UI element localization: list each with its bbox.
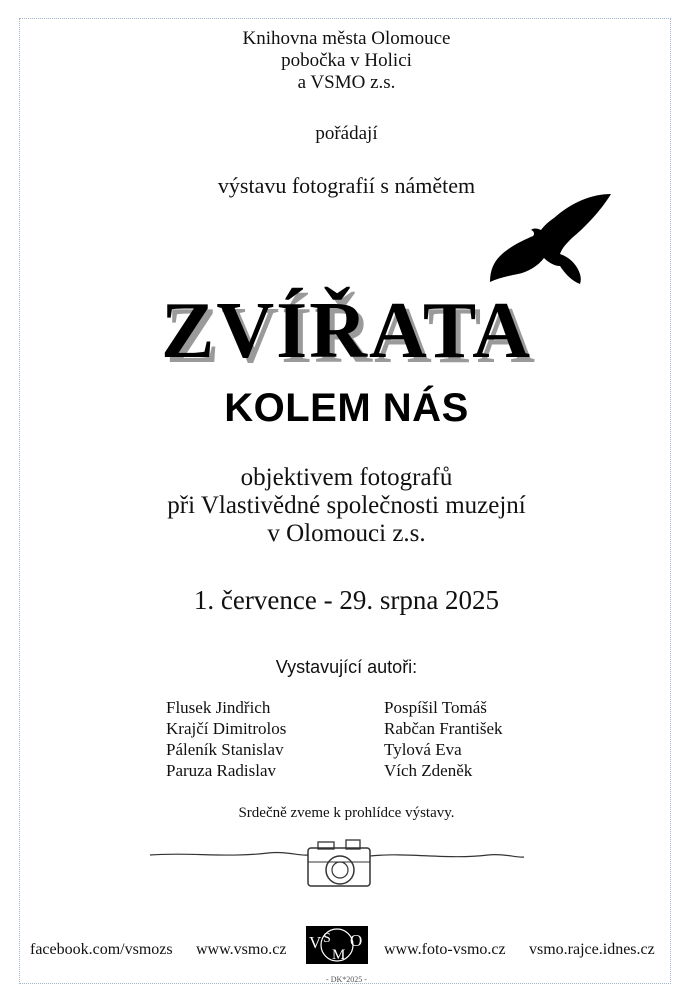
vsmo-logo (306, 926, 368, 964)
foto-website-link[interactable]: www.foto-vsmo.cz (384, 941, 506, 958)
exhibition-dates: 1. července - 29. srpna 2025 (193, 585, 500, 615)
photographers-line-2: při Vlastivědné společnosti muzejní (167, 492, 526, 519)
author-name: Páleník Stanislav (166, 740, 284, 759)
camera-icon (148, 834, 528, 892)
author-name: Flusek Jindřich (166, 698, 271, 717)
eagle-silhouette-icon (488, 192, 612, 290)
author-name: Paruza Radislav (166, 761, 276, 780)
organizer-line-1: Knihovna města Olomouce (242, 28, 451, 49)
logo-letter-m: M (332, 947, 346, 963)
website-link[interactable]: www.vsmo.cz (196, 941, 287, 958)
exhibition-subtitle: KOLEM NÁS (224, 386, 469, 430)
exhibition-title: ZVÍŘATA (160, 287, 533, 375)
organizer-line-2: pobočka v Holici (281, 50, 412, 71)
credit-text: - DK*2025 - (326, 975, 367, 984)
logo-letter-v: V (309, 933, 322, 952)
logo-letter-s: S (323, 931, 331, 946)
authors-heading: Vystavující autoři: (275, 657, 418, 677)
rajce-link[interactable]: vsmo.rajce.idnes.cz (529, 941, 655, 958)
authors-column-left (166, 697, 286, 781)
invitation-text: Srdečně zveme k prohlídce výstavy. (238, 805, 455, 821)
logo-letter-o: O (350, 931, 363, 950)
authors-column-right (384, 697, 503, 781)
organizer-line-3: a VSMO z.s. (297, 72, 396, 93)
photographers-line-1: objektivem fotografů (240, 464, 453, 491)
intro-text: pořádají (315, 123, 378, 144)
author-name: Tylová Eva (384, 740, 462, 759)
author-name: Vích Zdeněk (384, 761, 473, 780)
author-name: Pospíšil Tomáš (384, 698, 487, 717)
theme-intro: výstavu fotografií s námětem (217, 173, 476, 198)
photographers-line-3: v Olomouci z.s. (267, 520, 426, 547)
author-name: Krajčí Dimitrolos (166, 719, 287, 738)
author-name: Rabčan František (384, 719, 503, 738)
photographers-block (0, 464, 693, 548)
organizers (0, 28, 693, 94)
facebook-link[interactable]: facebook.com/vsmozs (30, 941, 173, 958)
